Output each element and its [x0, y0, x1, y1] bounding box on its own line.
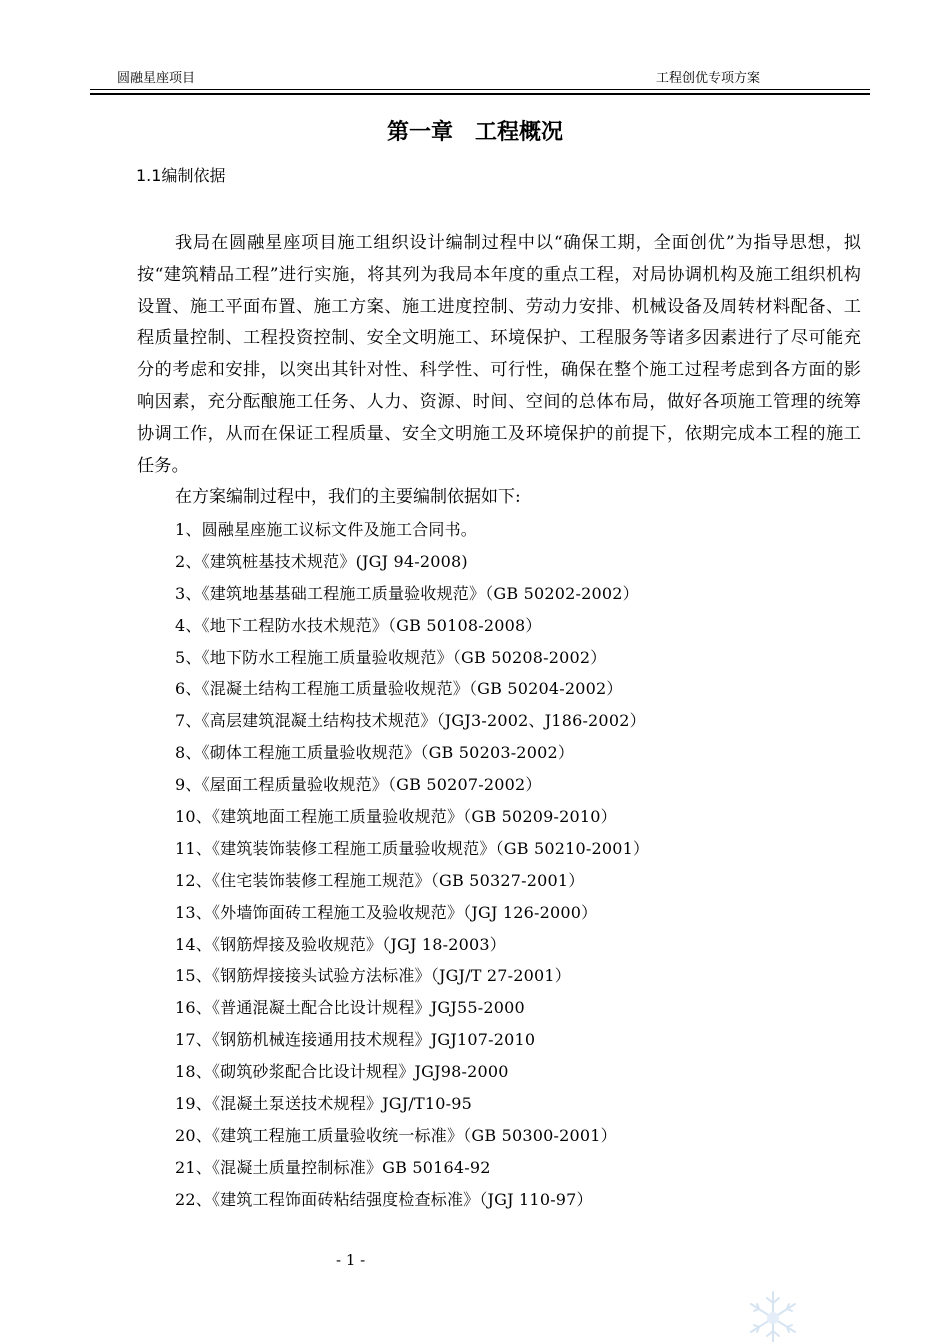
reference-item: 18、《砌筑砂浆配合比设计规程》JGJ98-2000: [175, 1062, 509, 1082]
reference-item: 5、《地下防水工程施工质量验收规范》（GB 50208-2002）: [175, 647, 607, 667]
reference-item: 19、《混凝土泵送技术规程》JGJ/T10-95: [175, 1094, 472, 1114]
chapter-title: 第一章 工程概况: [386, 120, 563, 145]
reference-item: 9、《屋面工程质量验收规范》（GB 50207-2002）: [175, 775, 542, 795]
reference-item: 22、《建筑工程饰面砖粘结强度检查标准》（JGJ 110-97）: [175, 1189, 593, 1209]
reference-item: 1、圆融星座施工议标文件及施工合同书。: [175, 520, 477, 539]
reference-item: 21、《混凝土质量控制标准》GB 50164-92: [175, 1157, 491, 1177]
reference-item: 13、《外墙饰面砖工程施工及验收规范》（JGJ 126-2000）: [175, 902, 598, 922]
body-paragraph: 我局在圆融星座项目施工组织设计编制过程中以“确保工期，全面创优”为指导思想，拟按“建筑精品工程”进行实施，将其列为我局本年度的重点工程，对局协调机构及施工组织机构设置、施工平面布置、施工方案、施工进度控制、劳动力安排、机械设备及周转材料配备、工程质量控制、工程投资控制、安全文明施工、环境保护、工程服务等诸多因素进行了尽可能充分的考虑和安排，以突出其针对性、科学性、可行性，确保在整个施工过程考虑到各方面的影响因素，充分酝酿施工任务、人力、资源、时间、空间的总体布局，做好各项施工管理的统筹协调工作，从而在保证工程质量、安全文明施工及环境保护的前提下，依期完成本工程的施工任务。: [137, 233, 861, 476]
page-header: [90, 70, 870, 96]
page-number: - 1 -: [336, 1251, 366, 1269]
section-heading: 1.1编制依据: [136, 166, 226, 185]
reference-item: 20、《建筑工程施工质量验收统一标准》（GB 50300-2001）: [175, 1125, 617, 1145]
reference-item: 17、《钢筋机械连接通用技术规程》JGJ107-2010: [175, 1030, 536, 1050]
reference-item: 15、《钢筋焊接接头试验方法标准》（JGJ/T 27-2001）: [175, 966, 572, 986]
reference-list: [175, 514, 649, 1216]
header-project-name: 圆融星座项目: [117, 71, 196, 86]
reference-item: 8、《砌体工程施工质量验收规范》（GB 50203-2002）: [175, 743, 575, 763]
references-intro: 在方案编制过程中，我们的主要编制依据如下:: [175, 487, 521, 507]
reference-item: 2、《建筑桩基技术规范》(JGJ 94-2008): [175, 551, 468, 571]
reference-item: 14、《钢筋焊接及验收规范》（JGJ 18-2003）: [175, 934, 506, 954]
reference-item: 4、《地下工程防水技术规范》（GB 50108-2008）: [175, 615, 542, 635]
snowflake-watermark-icon: [742, 1286, 804, 1342]
header-rule-thin: [90, 89, 870, 90]
reference-item: 12、《住宅装饰装修工程施工规范》（GB 50327-2001）: [175, 870, 585, 890]
header-rule-thick: [90, 93, 870, 95]
header-document-name: 工程创优专项方案: [655, 71, 760, 86]
reference-item: 6、《混凝土结构工程施工质量验收规范》（GB 50204-2002）: [175, 679, 623, 699]
reference-item: 11、《建筑装饰装修工程施工质量验收规范》（GB 50210-2001）: [175, 838, 650, 858]
reference-item: 16、《普通混凝土配合比设计规程》JGJ55-2000: [175, 998, 525, 1018]
reference-item: 7、《高层建筑混凝土结构技术规范》（JGJ3-2002、J186-2002）: [175, 711, 646, 731]
reference-item: 10、《建筑地面工程施工质量验收规范》（GB 50209-2010）: [175, 807, 617, 827]
reference-item: 3、《建筑地基基础工程施工质量验收规范》（GB 50202-2002）: [175, 583, 639, 603]
